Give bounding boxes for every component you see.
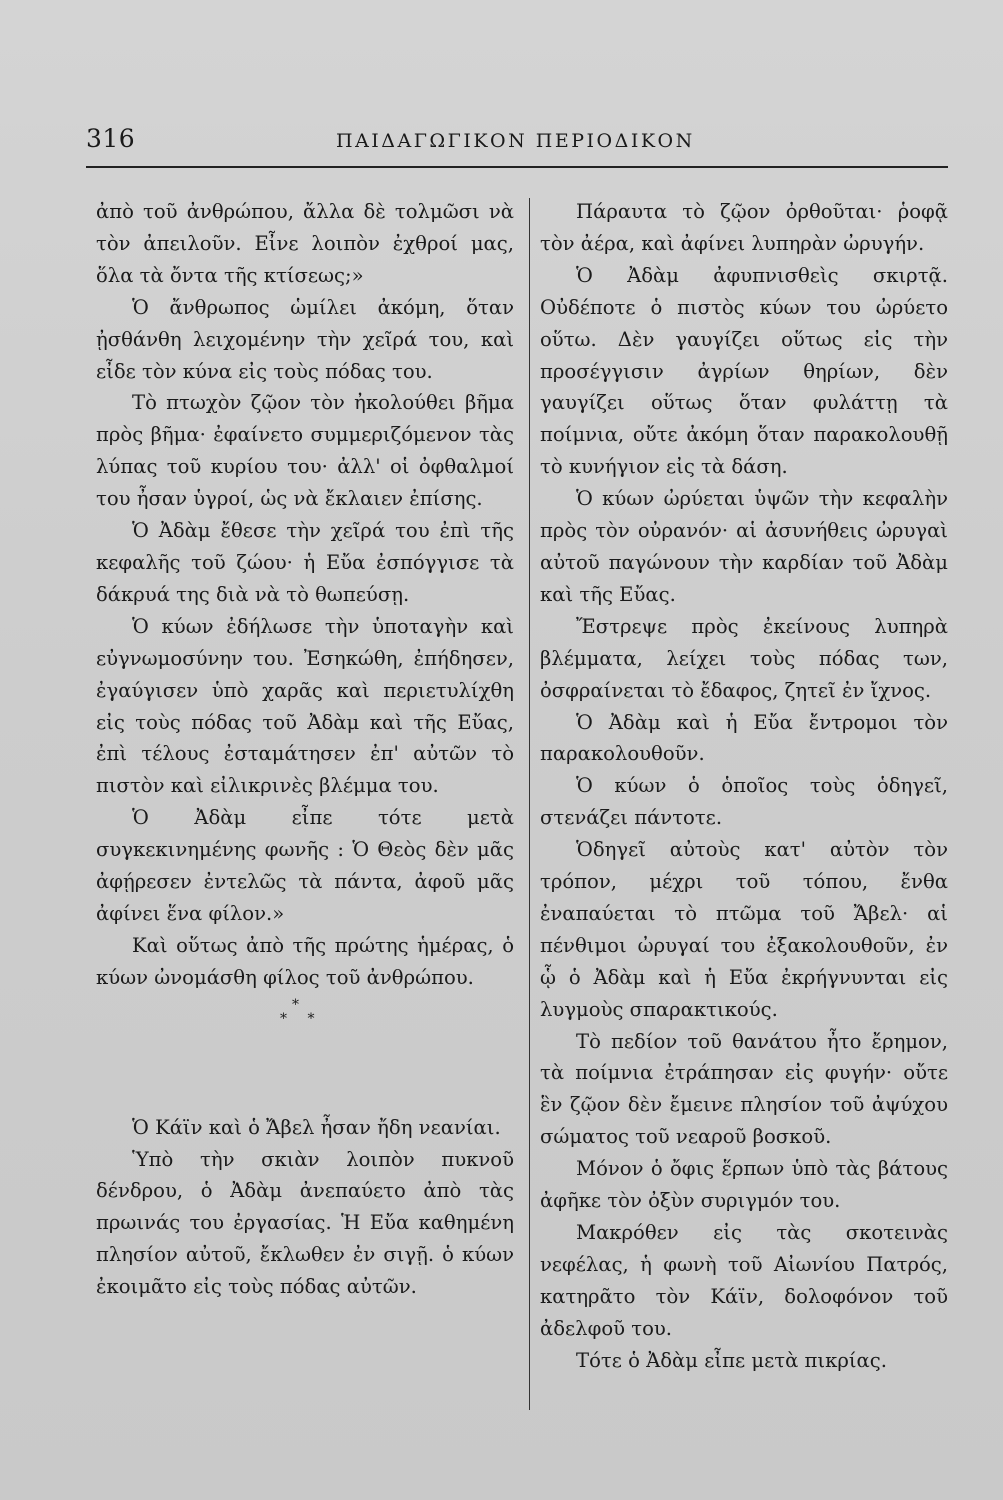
paragraph: Καὶ οὕτως ἀπὸ τῆς πρώτης ἡμέρας, ὁ κύων ὠνομάσθη φίλος τοῦ ἀνθρώπου. bbox=[96, 933, 514, 989]
running-title: ΠΑΙΔΑΓΩΓΙΚΟΝ ΠΕΡΙΟΔΙΚΟΝ bbox=[336, 130, 695, 152]
section-separator bbox=[96, 994, 514, 1112]
paragraph: Ὁ Κάϊν καὶ ὁ Ἄβελ ἦσαν ἤδη νεανίαι. bbox=[132, 1115, 501, 1139]
paragraph: Τὸ πτωχὸν ζῷον τὸν ἠκολούθει βῆμα πρὸς βῆμα· ἐφαίνετο συμμεριζόμενον τὰς λύπας τοῦ κυρίου του· ἀλλ' οἱ ὀφθαλμοί του ἦσαν ὑγροί, ὡς νὰ ἔκλαιεν ἐπίσης. bbox=[96, 391, 514, 511]
paragraph: Ὁ κύων ὠρύεται ὑψῶν τὴν κεφαλὴν πρὸς τὸν οὐρανόν· αἱ ἀσυνήθεις ὠρυγαὶ αὐτοῦ παγώνουν τὴν καρδίαν τοῦ Ἀδὰμ καὶ τῆς Εὔας. bbox=[540, 487, 948, 606]
paragraph: Μακρόθεν εἰς τὰς σκοτεινὰς νεφέλας, ἡ φωνὴ τοῦ Αἰωνίου Πατρός, κατηρᾶτο τὸν Κάϊν, δολοφόνον τοῦ ἀδελφοῦ του. bbox=[540, 1221, 948, 1340]
paragraph: Ὑπὸ τὴν σκιὰν λοιπὸν πυκνοῦ δένδρου, ὁ Ἀδὰμ ἀνεπαύετο ἀπὸ τὰς πρωινάς του ἐργασίας. Ἡ Εὔα καθημένη πλησίον αὐτοῦ, ἔκλωθεν ἐν σιγῇ. ὁ κύων ἐκοιμᾶτο εἰς τοὺς πόδας αὐτῶν. bbox=[96, 1147, 514, 1299]
paragraph: Ὁδηγεῖ αὐτοὺς κατ' αὐτὸν τὸν τρόπον, μέχρι τοῦ τόπου, ἔνθα ἐναπαύεται τὸ πτῶμα τοῦ Ἄβελ· αἱ πένθιμοι ὠρυγαί του ἐξακολουθοῦν, ἐν ᾧ ὁ Ἀδὰμ καὶ ἡ Εὔα ἐκρήγνυνται εἰς λυγμοὺς σπαρακτικούς. bbox=[540, 838, 948, 1021]
paragraph: Τὸ πεδίον τοῦ θανάτου ἦτο ἔρημον, τὰ ποίμνια ἐτράπησαν εἰς φυγήν· οὔτε ἓν ζῷον δὲν ἔμεινε πλησίον τοῦ ἀψύχου σώματος τοῦ νεαροῦ βοσκοῦ. bbox=[540, 1029, 948, 1149]
paragraph: Ὁ κύων ὁ ὁποῖος τοὺς ὁδηγεῖ, στενάζει πάντοτε. bbox=[540, 774, 948, 830]
paragraph: Ὁ Ἀδὰμ εἶπε τότε μετὰ συγκεκινημένης φωνῆς : Ὁ Θεὸς δὲν μᾶς ἀφῄρεσεν ἐντελῶς τὰ πάντα, ἀφοῦ μᾶς ἀφίνει ἕνα φίλον.» bbox=[96, 806, 514, 925]
paragraph: ἀπὸ τοῦ ἀνθρώπου, ἄλλα δὲ τολμῶσι νὰ τὸν ἀπειλοῦν. Εἶνε λοιπὸν ἐχθροί μας, ὅλα τὰ ὄντα τῆς κτίσεως;» bbox=[96, 200, 514, 287]
right-column bbox=[540, 196, 948, 1377]
paragraph: Τότε ὁ Ἀδὰμ εἶπε μετὰ πικρίας. bbox=[576, 1348, 887, 1372]
paragraph: Ὁ ἄνθρωπος ὡμίλει ἀκόμη, ὅταν ᾐσθάνθη λειχομένην τὴν χεῖρά του, καὶ εἶδε τὸν κύνα εἰς τοὺς πόδας του. bbox=[96, 295, 514, 383]
page-header bbox=[86, 118, 948, 168]
asterisk-mark: * bbox=[292, 996, 299, 1013]
paragraph: Ἔστρεψε πρὸς ἐκείνους λυπηρὰ βλέμματα, λείχει τοὺς πόδας των, ὀσφραίνεται τὸ ἔδαφος, ζητεῖ ἐν ἴχνος. bbox=[540, 614, 948, 702]
column-divider bbox=[529, 198, 530, 1410]
left-column bbox=[96, 196, 514, 1303]
paragraph: Μόνον ὁ ὄφις ἕρπων ὑπὸ τὰς βάτους ἀφῆκε τὸν ὀξὺν συριγμόν του. bbox=[540, 1157, 948, 1213]
asterisk-mark: * * bbox=[280, 1010, 323, 1027]
header-rule bbox=[86, 166, 948, 168]
paragraph: Ὁ Ἀδὰμ ἔθεσε τὴν χεῖρά του ἐπὶ τῆς κεφαλῆς τοῦ ζώου· ἡ Εὔα ἐσπόγγισε τὰ δάκρυά της διὰ νὰ τὸ θωπεύσῃ. bbox=[96, 519, 514, 606]
paragraph: Ὁ Ἀδὰμ ἀφυπνισθεὶς σκιρτᾷ. Οὐδέποτε ὁ πιστὸς κύων του ὠρύετο οὕτω. Δὲν γαυγίζει οὕτως εἰς τὴν προσέγγισιν ἀγρίων θηρίων, δὲν γαυγίζει οὕτως ὅταν φυλάττῃ τὰ ποίμνια, οὔτε ἀκόμη ὅταν παρακολουθῇ τὸ κυνήγιον εἰς τὰ δάση. bbox=[540, 263, 948, 479]
page-number: 316 bbox=[86, 124, 136, 153]
paragraph: Πάραυτα τὸ ζῷον ὀρθοῦται· ῥοφᾷ τὸν ἀέρα, καὶ ἀφίνει λυπηρὰν ὠρυγήν. bbox=[540, 200, 948, 255]
paragraph: Ὁ Ἀδὰμ καὶ ἡ Εὔα ἔντρομοι τὸν παρακολουθοῦν. bbox=[540, 710, 948, 766]
paragraph: Ὁ κύων ἐδήλωσε τὴν ὑποταγὴν καὶ εὐγνωμοσύνην του. Ἐσηκώθη, ἐπήδησεν, ἐγαύγισεν ὑπὸ χαρᾶς καὶ περιετυλίχθη εἰς τοὺς πόδας τοῦ Ἀδὰμ καὶ τῆς Εὔας, ἐπὶ τέλους ἐσταμάτησεν ἐπ' αὐτῶν τὸ πιστὸν καὶ εἰλικρινὲς βλέμμα του. bbox=[96, 614, 514, 798]
